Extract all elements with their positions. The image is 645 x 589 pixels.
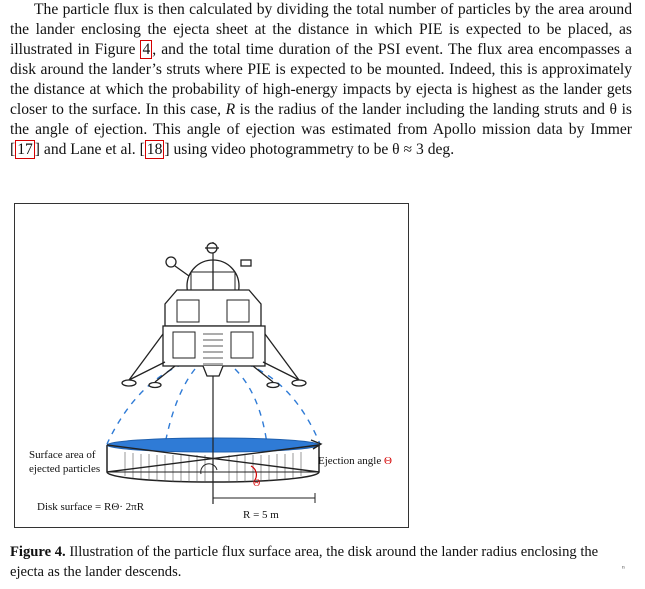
citation-link-17[interactable]: 17 — [17, 141, 33, 158]
paragraph-text-5: using video photogrammetry to be θ ≈ 3 deg. — [169, 141, 455, 158]
disk-surface-label: Disk surface = RΘ· 2πR — [37, 501, 145, 513]
radius-dimension — [213, 493, 315, 503]
trajectory-right-outer — [247, 364, 320, 444]
ejection-angle-symbol: Θ — [383, 455, 392, 467]
ejecta-disk — [107, 438, 321, 482]
landing-leg-right — [265, 334, 299, 380]
paragraph-text-1: The particle flux is then calculated by dividing the total number of particles by the area around the lander enclosing the ejecta sheet at the distance in which PIE is expected to be placed, as illustrated in Figure — [10, 1, 632, 58]
rendezvous-antenna — [166, 257, 176, 267]
descent-engine — [203, 366, 223, 376]
footpad-right — [292, 380, 306, 386]
surface-area-label-line-2: ejected particles — [29, 463, 101, 475]
caption-text: Illustration of the particle flux surface area, the disk around the lander radius enclosing the ejecta as the lander descends. — [10, 544, 599, 580]
lander — [122, 243, 306, 388]
trajectory-left-outer — [107, 364, 183, 444]
landing-leg-left — [129, 334, 163, 380]
landing-leg-front-right — [253, 366, 273, 382]
footpad-left — [122, 380, 136, 386]
radius-label: R = 5 m — [243, 509, 279, 521]
paragraph-text-4: and Lane et al. — [40, 141, 140, 158]
ejection-angle-label: Ejection angle Θ — [318, 455, 392, 467]
caption-label: Figure 4. — [10, 544, 66, 560]
figure-caption — [10, 542, 632, 582]
variable-r: R — [225, 101, 236, 118]
surface-area-label-line-1: Surface area of — [29, 449, 96, 461]
paragraph-text-2: , and the total time duration of the PSI event. The flux area encompasses a disk around the lander’s struts where PIE is expected to be mounted. Indeed, this is approximately the distance at which the probability of high-energy impacts by ejecta is highest as the lander gets closer to the surface. In this case, — [10, 41, 632, 118]
figure-link[interactable]: 4 — [142, 41, 151, 58]
theta-mark: Θ — [253, 478, 261, 489]
trajectory-right-inner — [235, 369, 267, 444]
landing-leg-front-left — [155, 366, 175, 382]
citation-link-18[interactable]: 18 — [146, 141, 163, 158]
paragraph-text-3: is the radius of the lander including the landing struts and θ is the angle of ejection. This angle of ejection was estimated from Apollo mission data by Immer — [10, 101, 632, 138]
footpad-front-right — [267, 383, 279, 388]
figure-4 — [14, 203, 409, 528]
margin-mark: ⁿ — [622, 563, 625, 573]
trajectory-left-inner — [165, 369, 195, 444]
body-paragraph: The particle flux is then calculated by dividing the total number of particles by the area around the lander enclosing the ejecta sheet at the distance in which PIE is expected to be placed, as illustrated in Figure 4 , and the total time duration of the PSI event. The flux area encompasses a disk around the lander’s struts where PIE is expected to be mounted. Indeed, this is approximately the distance at which the probability of high-energy impacts by ejecta is highest as the lander gets closer to the surface. In this case, R is the radius of the lander including the landing struts and θ is the angle of ejection. This angle of ejection was estimated from Apollo mission data by Immer [ 17 ] and Lane et al. [ 18 ] using video photogrammetry to be θ ≈ 3 deg. — [10, 1, 632, 158]
lander-illustration — [15, 204, 408, 527]
footpad-front-left — [149, 383, 161, 388]
